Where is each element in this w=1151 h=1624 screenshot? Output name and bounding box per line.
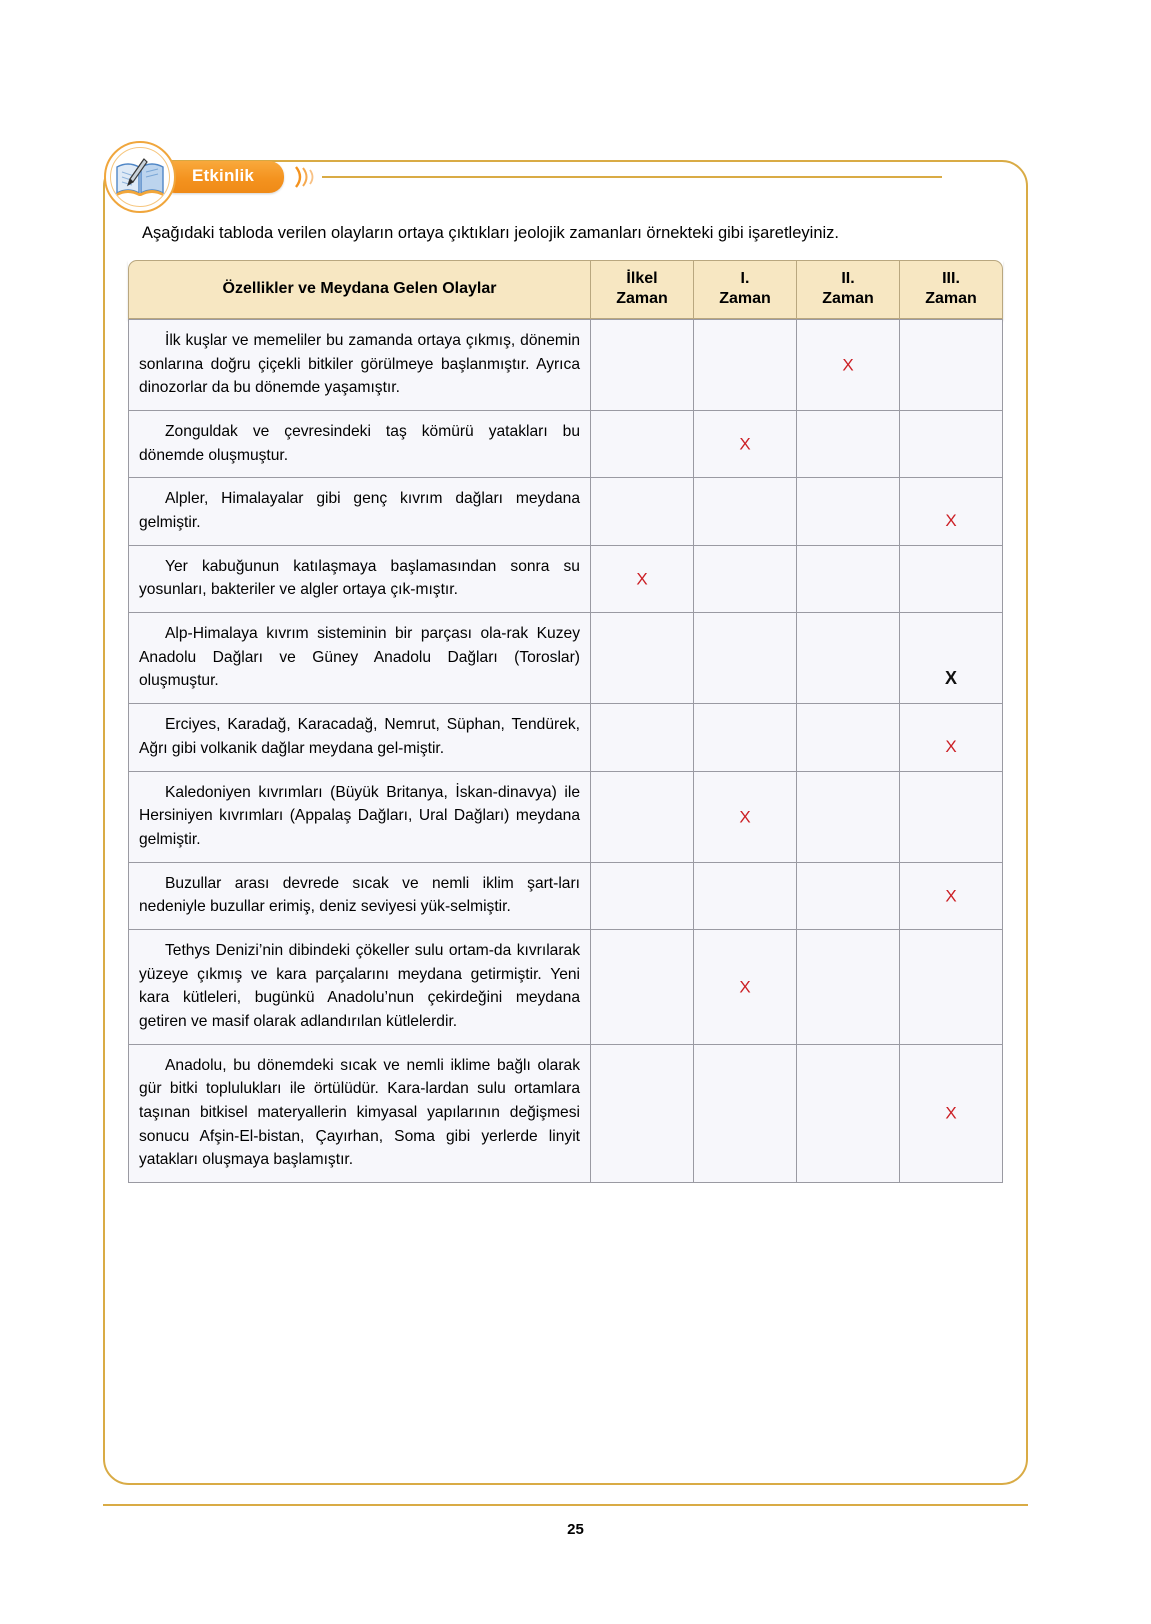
mark-cell-col-2[interactable] bbox=[694, 411, 797, 478]
table-row bbox=[128, 772, 1003, 863]
geological-times-table bbox=[128, 260, 1003, 1183]
header-ilkel-zaman-line2: Zaman bbox=[616, 289, 668, 307]
mark-cell-col-1[interactable] bbox=[591, 319, 694, 411]
mark-cell-col-4[interactable] bbox=[900, 930, 1003, 1045]
mark-cell-col-3[interactable] bbox=[797, 478, 900, 545]
footer-divider bbox=[103, 1504, 1028, 1506]
mark-cell-col-2[interactable] bbox=[694, 930, 797, 1045]
header-1-zaman-line1: I. bbox=[740, 269, 750, 287]
header-2-zaman-line2: Zaman bbox=[822, 289, 874, 307]
mark-cell-col-2[interactable] bbox=[694, 319, 797, 411]
mark-cell-col-3[interactable] bbox=[797, 546, 900, 613]
table-row bbox=[128, 613, 1003, 704]
header-ilkel-zaman-line1: İlkel bbox=[626, 269, 658, 287]
mark-cell-col-3[interactable] bbox=[797, 863, 900, 930]
open-book-with-pen-icon bbox=[114, 155, 166, 199]
mark-cell-col-4[interactable] bbox=[900, 411, 1003, 478]
mark-cell-col-1[interactable] bbox=[591, 863, 694, 930]
header-1-zaman bbox=[694, 260, 797, 319]
answer-mark: X bbox=[945, 510, 957, 530]
header-1-zaman-line2: Zaman bbox=[719, 289, 771, 307]
row-description: Buzullar arası devrede sıcak ve nemli iklim şart-ları nedeniyle buzullar erimiş, deniz seviyesi yük-selmiştir. bbox=[128, 863, 591, 930]
mark-cell-col-4[interactable] bbox=[900, 546, 1003, 613]
table-header bbox=[128, 260, 1003, 319]
mark-cell-col-4[interactable] bbox=[900, 613, 1003, 704]
answer-mark: X bbox=[739, 434, 751, 454]
answer-mark: X bbox=[636, 569, 648, 589]
activity-badge bbox=[104, 142, 942, 212]
header-3-zaman-line2: Zaman bbox=[925, 289, 977, 307]
example-mark: X bbox=[944, 668, 957, 689]
mark-cell-col-2[interactable] bbox=[694, 1045, 797, 1183]
header-description: Özellikler ve Meydana Gelen Olaylar bbox=[128, 260, 591, 319]
badge-ring bbox=[104, 141, 176, 213]
row-description: Anadolu, bu dönemdeki sıcak ve nemli iklime bağlı olarak gür bitki toplulukları ile örtülüdür. Kara-lardan sulu ortamlara taşınan bitkisel materyallerin kimyasal yapılarının değişmesi sonucu Afşin-El-bistan, Çayırhan, Soma gibi yerlerde linyit yatakları oluşmaya başlamıştır. bbox=[128, 1045, 591, 1183]
answer-mark: X bbox=[739, 807, 751, 827]
answer-mark: X bbox=[842, 355, 854, 375]
mark-cell-col-4[interactable] bbox=[900, 704, 1003, 771]
row-description: Yer kabuğunun katılaşmaya başlamasından sonra su yosunları, bakteriler ve algler ortaya çık-mıştır. bbox=[128, 546, 591, 613]
mark-cell-col-4[interactable] bbox=[900, 478, 1003, 545]
row-description: İlk kuşlar ve memeliler bu zamanda ortaya çıkmış, dönemin sonlarına doğru çiçekli bitkiler görülmeye başlanmıştır. Ayrıca dinozorlar da bu dönemde yaşamıştır. bbox=[128, 319, 591, 411]
row-description: Alp-Himalaya kıvrım sisteminin bir parçası ola-rak Kuzey Anadolu Dağları ve Güney Anadolu Dağları (Toroslar) oluşmuştur. bbox=[128, 613, 591, 704]
table-row bbox=[128, 478, 1003, 545]
mark-cell-col-3[interactable] bbox=[797, 1045, 900, 1183]
table-body bbox=[128, 319, 1003, 1183]
mark-cell-col-3[interactable] bbox=[797, 319, 900, 411]
mark-cell-col-3[interactable] bbox=[797, 613, 900, 704]
table-row bbox=[128, 930, 1003, 1045]
mark-cell-col-1[interactable] bbox=[591, 1045, 694, 1183]
row-description: Zonguldak ve çevresindeki taş kömürü yatakları bu dönemde oluşmuştur. bbox=[128, 411, 591, 478]
mark-cell-col-2[interactable] bbox=[694, 478, 797, 545]
mark-cell-col-1[interactable] bbox=[591, 704, 694, 771]
instruction-text: Aşağıdaki tabloda verilen olayların ortaya çıktıkları jeolojik zamanları örnekteki gibi işaretleyiniz. bbox=[142, 224, 839, 242]
table-row bbox=[128, 1045, 1003, 1183]
table-row bbox=[128, 411, 1003, 478]
mark-cell-col-2[interactable] bbox=[694, 863, 797, 930]
activity-badge-label: Etkinlik bbox=[160, 161, 284, 193]
mark-cell-col-4[interactable] bbox=[900, 319, 1003, 411]
activity-content bbox=[128, 222, 1003, 1183]
answer-mark: X bbox=[945, 1103, 957, 1123]
row-description: Erciyes, Karadağ, Karacadağ, Nemrut, Süphan, Tendürek, Ağrı gibi volkanik dağlar meydana gel-miştir. bbox=[128, 704, 591, 771]
mark-cell-col-2[interactable] bbox=[694, 546, 797, 613]
table-row bbox=[128, 863, 1003, 930]
mark-cell-col-2[interactable] bbox=[694, 704, 797, 771]
header-ilkel-zaman bbox=[591, 260, 694, 319]
header-2-zaman bbox=[797, 260, 900, 319]
header-3-zaman bbox=[900, 260, 1003, 319]
badge-arcs-icon bbox=[290, 162, 320, 192]
answer-mark: X bbox=[945, 886, 957, 906]
mark-cell-col-3[interactable] bbox=[797, 704, 900, 771]
answer-mark: X bbox=[945, 736, 957, 756]
page-number: 25 bbox=[567, 1521, 584, 1538]
mark-cell-col-2[interactable] bbox=[694, 613, 797, 704]
mark-cell-col-4[interactable] bbox=[900, 863, 1003, 930]
mark-cell-col-3[interactable] bbox=[797, 930, 900, 1045]
badge-divider-line bbox=[322, 176, 942, 178]
mark-cell-col-4[interactable] bbox=[900, 1045, 1003, 1183]
mark-cell-col-1[interactable] bbox=[591, 478, 694, 545]
header-2-zaman-line1: II. bbox=[841, 269, 855, 287]
row-description: Kaledoniyen kıvrımları (Büyük Britanya, İskan-dinavya) ile Hersiniyen kıvrımları (Appalaş Dağları, Ural Dağları) meydana gelmiştir. bbox=[128, 772, 591, 863]
table-row bbox=[128, 546, 1003, 613]
mark-cell-col-1[interactable] bbox=[591, 546, 694, 613]
table-header-row bbox=[128, 260, 1003, 319]
mark-cell-col-3[interactable] bbox=[797, 772, 900, 863]
mark-cell-col-4[interactable] bbox=[900, 772, 1003, 863]
mark-cell-col-1[interactable] bbox=[591, 772, 694, 863]
mark-cell-col-1[interactable] bbox=[591, 613, 694, 704]
mark-cell-col-1[interactable] bbox=[591, 411, 694, 478]
answer-mark: X bbox=[739, 977, 751, 997]
row-description: Tethys Denizi’nin dibindeki çökeller sulu ortam-da kıvrılarak yüzeye çıkmış ve kara parçalarını meydana getirmiştir. Yeni kara kütleleri, bugünkü Anadolu’nun çekirdeğini meydana getiren ve masif olarak adlandırılan kütlelerdir. bbox=[128, 930, 591, 1045]
mark-cell-col-2[interactable] bbox=[694, 772, 797, 863]
mark-cell-col-1[interactable] bbox=[591, 930, 694, 1045]
mark-cell-col-3[interactable] bbox=[797, 411, 900, 478]
table-row bbox=[128, 319, 1003, 411]
row-description: Alpler, Himalayalar gibi genç kıvrım dağları meydana gelmiştir. bbox=[128, 478, 591, 545]
table-row bbox=[128, 704, 1003, 771]
header-3-zaman-line1: III. bbox=[942, 269, 960, 287]
